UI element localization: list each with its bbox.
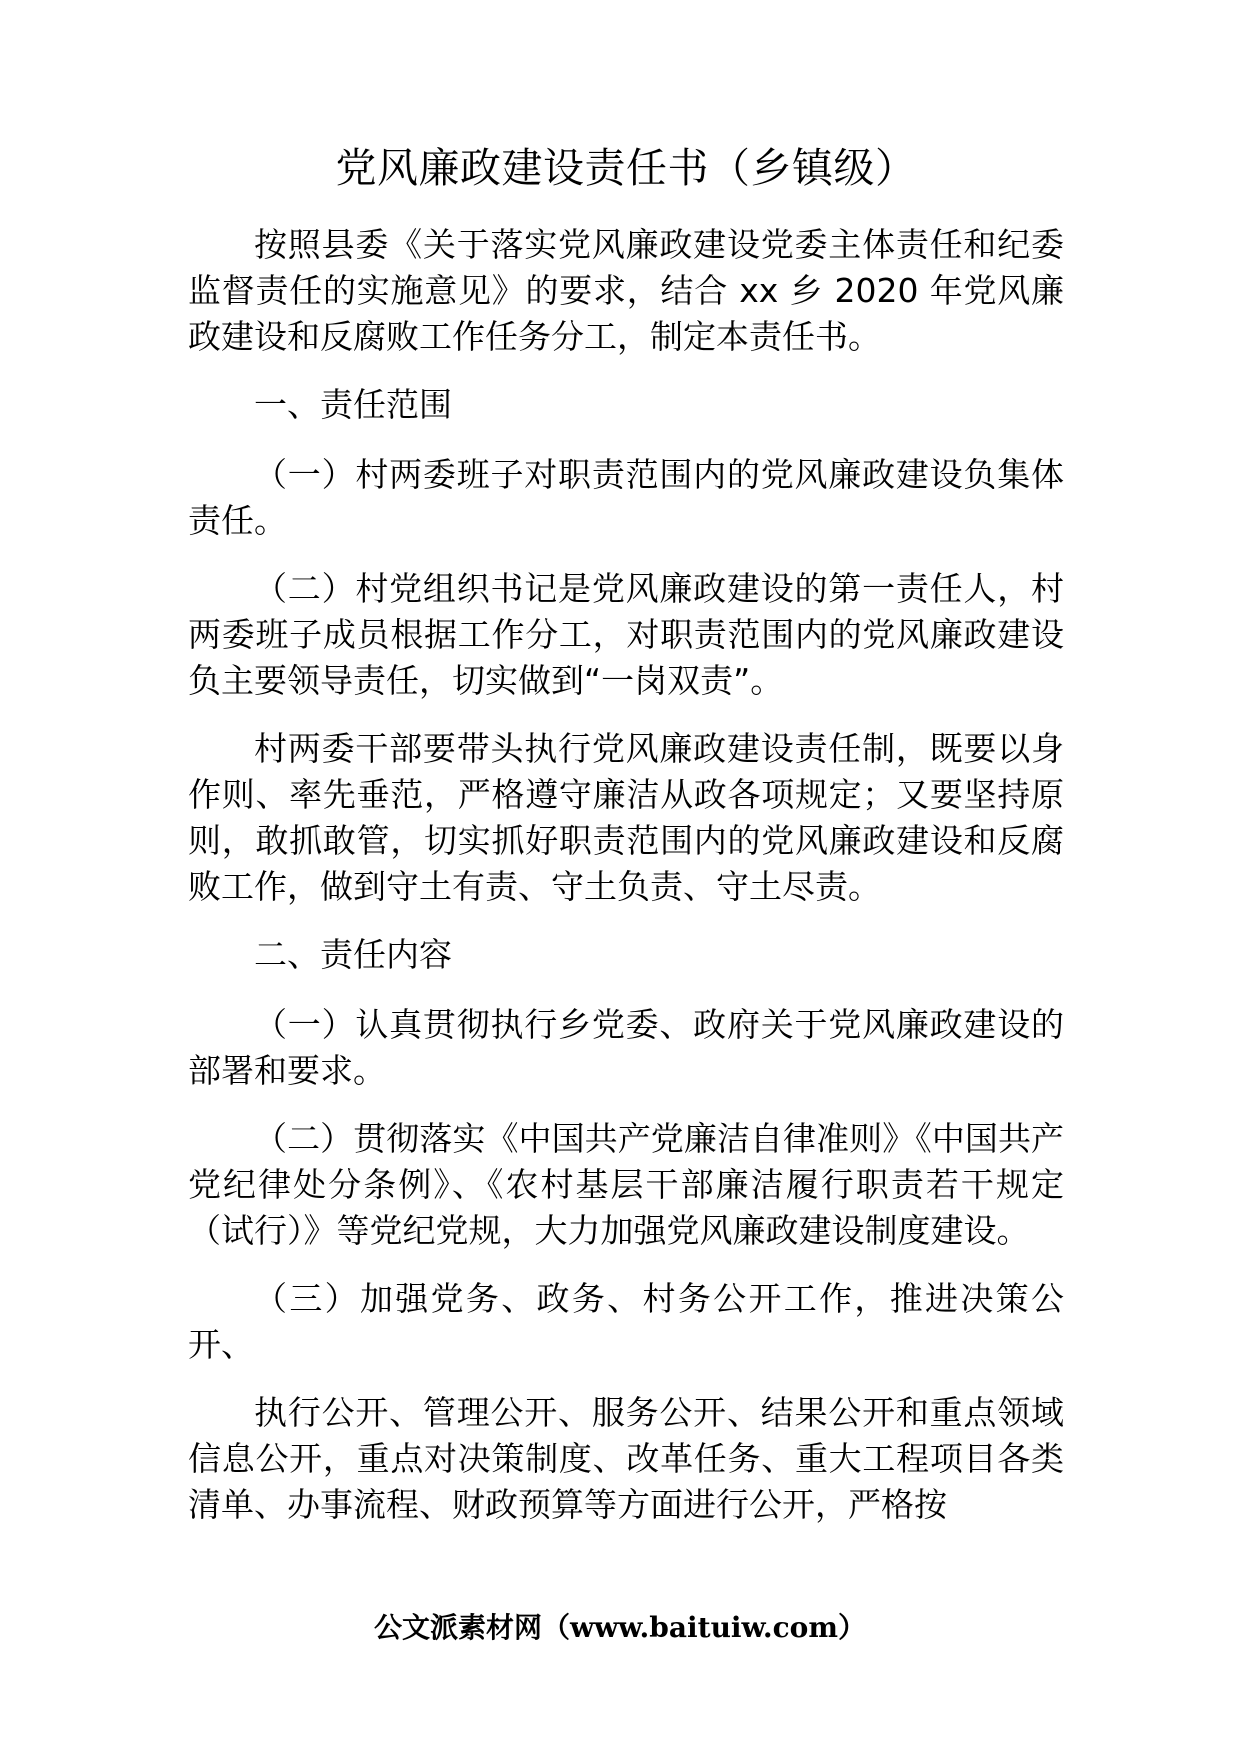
section-heading-content: 二、责任内容 [254, 935, 452, 974]
scope-item-2: （二）村党组织书记是党风廉政建设的第一责任人，村两委班子成员根据工作分工，对职责范围内的党风廉政建设负主要领导责任，切实做到“一岗双责”。 [188, 569, 1064, 700]
content-item-3: （三）加强党务、政务、村务公开工作，推进决策公开、 [188, 1279, 1064, 1364]
document-page [188, 140, 1064, 1550]
content-item-2: （二）贯彻落实《中国共产党廉洁自律准则》《中国共产党纪律处分条例》、《农村基层干部廉洁履行职责若干规定（试行）》等党纪党规，大力加强党风廉政建设制度建设。 [188, 1119, 1064, 1250]
intro-paragraph: 按照县委《关于落实党风廉政建设党委主体责任和纪委监督责任的实施意见》的要求，结合 xx 乡 2020 年党风廉政建设和反腐败工作任务分工，制定本责任书。 [188, 225, 1064, 356]
scope-item-1: （一）村两委班子对职责范围内的党风廉政建设负集体责任。 [188, 455, 1064, 540]
document-title: 党风廉政建设责任书（乡镇级） [335, 144, 917, 192]
content-item-1: （一）认真贯彻执行乡党委、政府关于党风廉政建设的部署和要求。 [188, 1005, 1064, 1090]
footer-watermark: 公文派素材网（www.baituiw.com） [374, 1611, 866, 1644]
section-heading-scope: 一、责任范围 [254, 385, 452, 424]
content-item-3-continued: 执行公开、管理公开、服务公开、结果公开和重点领域信息公开，重点对决策制度、改革任务、重大工程项目各类清单、办事流程、财政预算等方面进行公开，严格按 [188, 1393, 1064, 1524]
scope-paragraph: 村两委干部要带头执行党风廉政建设责任制，既要以身作则、率先垂范，严格遵守廉洁从政各项规定；又要坚持原则，敢抓敢管，切实抓好职责范围内的党风廉政建设和反腐败工作，做到守土有责、守土负责、守土尽责。 [188, 729, 1064, 906]
